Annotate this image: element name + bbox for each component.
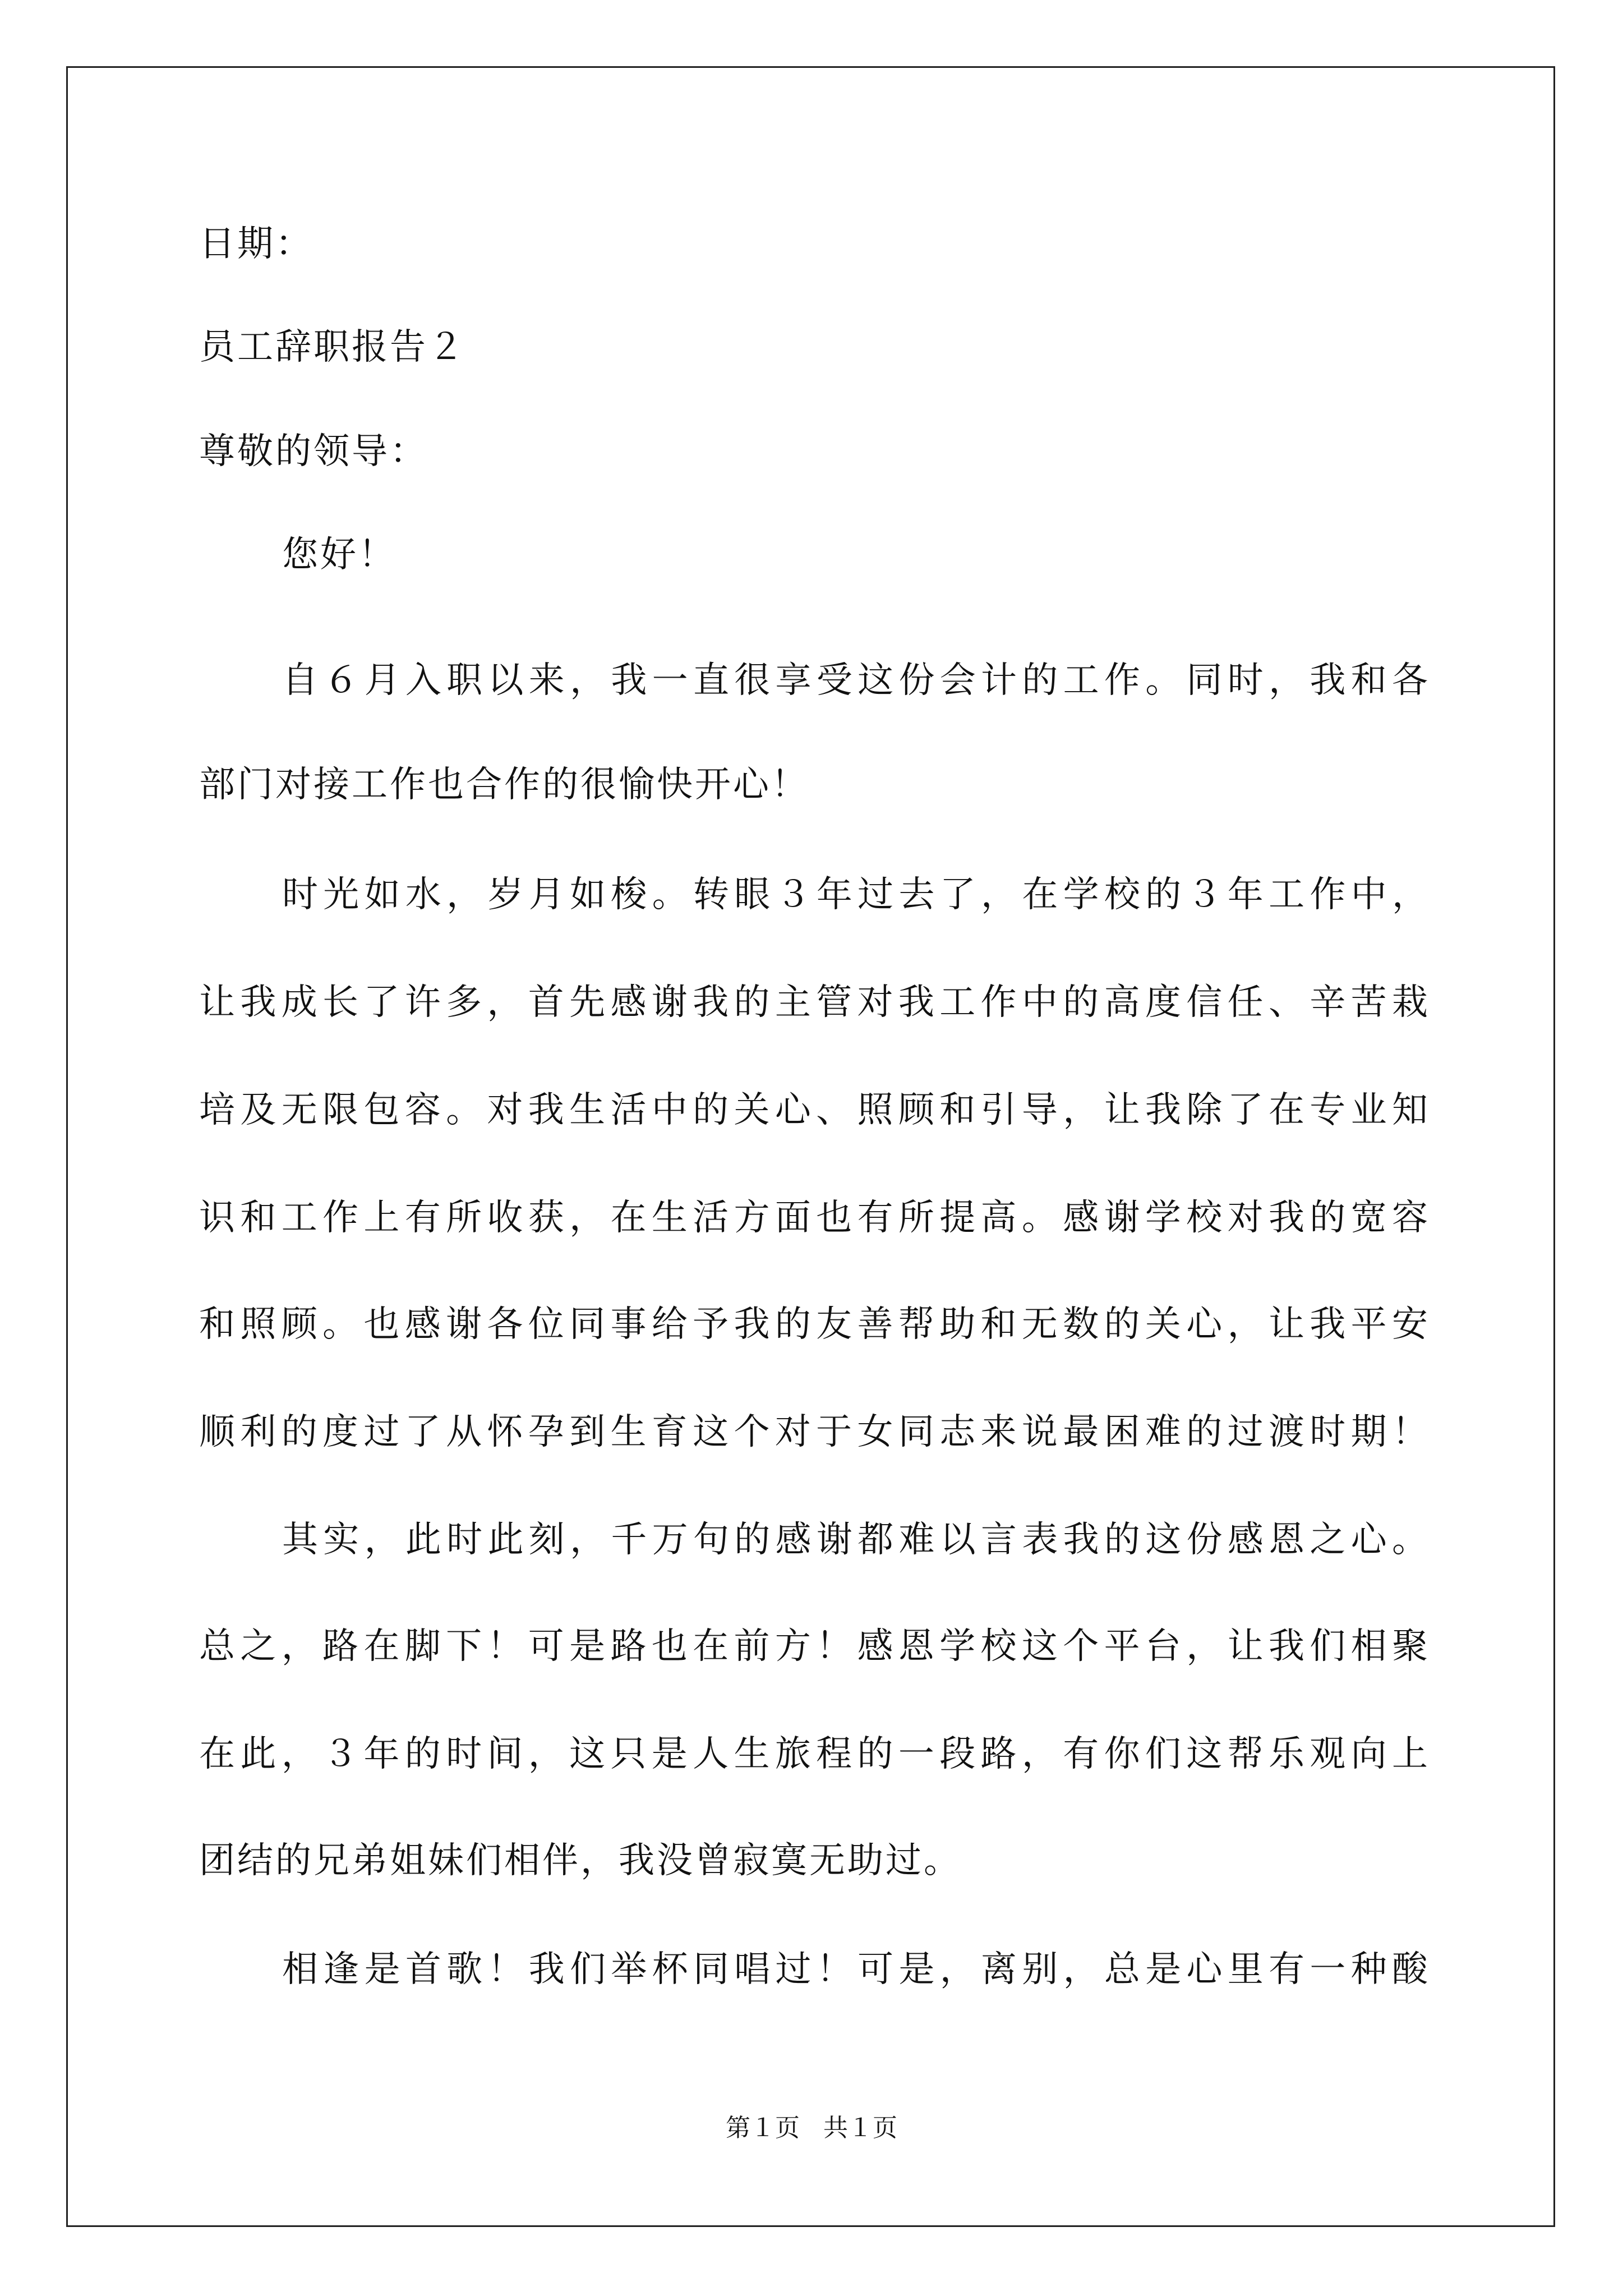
paragraph-2-line-2: 让我成长了许多，首先感谢我的主管对我工作中的高度信任、辛苦栽 bbox=[199, 982, 1430, 1023]
paragraph-3-line-1: 其实，此时此刻，千万句的感谢都难以言表我的这份感恩之心。 bbox=[282, 1519, 1430, 1561]
paragraph-2-line-3: 培及无限包容。对我生活中的关心、照顾和引导，让我除了在专业知 bbox=[199, 1089, 1430, 1131]
paragraph-3-line-2: 总之，路在脚下！可是路也在前方！感恩学校这个平台，让我们相聚 bbox=[199, 1626, 1430, 1667]
paragraph-1-line-1: 自６月入职以来，我一直很享受这份会计的工作。同时，我和各 bbox=[282, 660, 1430, 701]
page-number: 第１页 bbox=[726, 2114, 800, 2142]
document-title: 员工辞职报告２ bbox=[199, 326, 466, 368]
page-border bbox=[66, 66, 1555, 2227]
page-total: 共１页 bbox=[823, 2114, 897, 2142]
paragraph-3-line-4: 团结的兄弟姐妹们相伴，我没曾寂寞无助过。 bbox=[199, 1840, 962, 1881]
salutation: 尊敬的领导： bbox=[199, 431, 428, 472]
paragraph-2-line-6: 顺利的度过了从怀孕到生育这个对于女同志来说最困难的过渡时期！ bbox=[199, 1411, 1430, 1453]
date-label: 日期： bbox=[199, 223, 313, 265]
greeting: 您好！ bbox=[282, 534, 396, 576]
paragraph-4-line-1: 相逢是首歌！我们举杯同唱过！可是，离别，总是心里有一种酸 bbox=[282, 1949, 1430, 1990]
page-footer bbox=[0, 2111, 1623, 2145]
paragraph-1-line-2: 部门对接工作也合作的很愉快开心！ bbox=[199, 764, 809, 806]
paragraph-3-line-3: 在此，３年的时间，这只是人生旅程的一段路，有你们这帮乐观向上 bbox=[199, 1733, 1430, 1775]
paragraph-2-line-4: 识和工作上有所收获，在生活方面也有所提高。感谢学校对我的宽容 bbox=[199, 1197, 1430, 1239]
paragraph-2-line-5: 和照顾。也感谢各位同事给予我的友善帮助和无数的关心，让我平安 bbox=[199, 1304, 1430, 1345]
paragraph-2-line-1: 时光如水，岁月如梭。转眼３年过去了，在学校的３年工作中， bbox=[282, 874, 1430, 915]
